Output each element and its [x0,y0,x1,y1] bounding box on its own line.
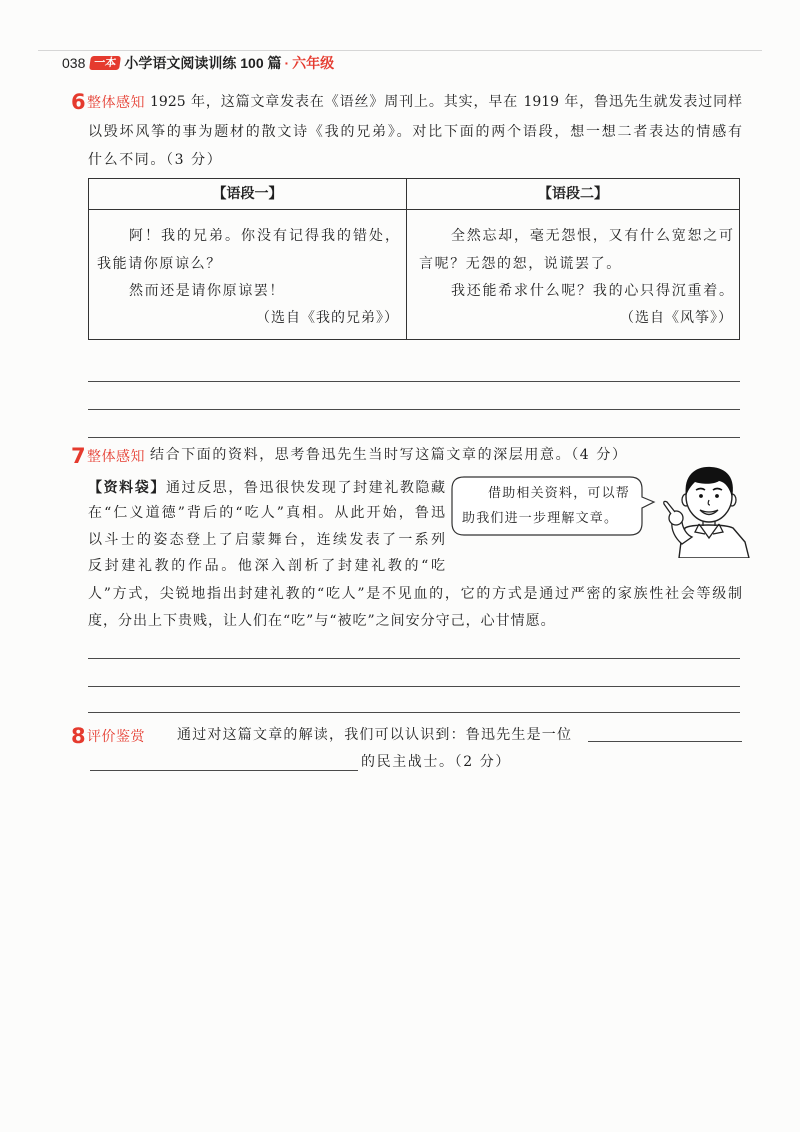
q6-tag: 整体感知 [87,94,145,110]
fill-blank-line [588,741,742,742]
q7-tag: 整体感知 [87,448,145,464]
speech-bubble [450,475,656,539]
header-rule [38,50,762,51]
material-line: 人”方式，尖锐地指出封建礼教的“吃人”是不见血的，它的方式是通过严密的家族性社会等级制 [88,586,742,602]
brand-badge: 一本 [89,56,121,70]
material-line: 度，分出上下贵贱，让人们在“吃”与“被吃”之间安分守己，心甘情愿。 [88,613,556,629]
passage-2-header: 【语段二】 [538,186,608,202]
passage-table [88,178,740,340]
speech-bubble-line: 助我们进一步理解文章。 [462,511,619,526]
boy-pointing-finger [664,501,675,514]
material-line [88,479,445,497]
speech-bubble-line: 借助相关资料，可以帮 [488,486,631,501]
answer-line [88,437,740,438]
material-text: 通过反思，鲁迅很快发现了封建礼教隐藏 [165,480,445,496]
page-header [62,54,334,72]
passage-1-line: 阿！我的兄弟。你没有记得我的错处， [129,228,399,244]
answer-line [88,686,740,687]
header-separator: · [284,55,290,71]
passage-1-line: 然而还是请你原谅罢！ [129,283,285,299]
passage-1-line: 我能请你原谅么？ [97,256,222,272]
passage-2-source: （选自《风筝》） [620,310,733,326]
q6-text-line: 什么不同。（3 分） [88,152,223,168]
answer-line [88,712,740,713]
q8-suffix: 的民主战士。（2 分） [361,754,511,770]
passage-2-line: 言呢？无怨的恕，说谎罢了。 [419,256,622,272]
answer-line [88,409,740,410]
q8-tag: 评价鉴赏 [87,728,145,744]
q6-text-line: 以毁坏风筝的事为题材的散文诗《我的兄弟》。对比下面的两个语段，想一想二者表达的情感有 [88,124,742,140]
table-header-divider [89,209,739,210]
q8-prompt: 通过对这篇文章的解读，我们可以认识到：鲁迅先生是一位 [177,727,573,743]
passage-1-source: （选自《我的兄弟》） [256,310,399,326]
q8-number: 8 [71,724,86,748]
q6-text-line: 1925 年，这篇文章发表在《语丝》周刊上。其实，早在 1919 年，鲁迅先生就发表过同样 [150,94,742,110]
answer-line [88,381,740,382]
q6-number: 6 [71,90,86,114]
material-label: 【资料袋】 [88,480,166,496]
boy-eye-left [699,494,703,498]
passage-2-line: 全然忘却，毫无怨恨，又有什么宽恕之可 [451,228,733,244]
q7-prompt: 结合下面的资料，思考鲁迅先生当时写这篇文章的深层用意。（4 分） [150,447,628,463]
table-column-divider [406,179,407,339]
passage-1-header: 【语段一】 [212,186,283,202]
material-line: 以斗士的姿态登上了启蒙舞台，连续发表了一系列 [88,532,445,548]
boy-illustration [655,458,750,558]
answer-line [88,658,740,659]
q7-number: 7 [71,444,86,468]
material-line: 反封建礼教的作品。他深入剖析了封建礼教的“吃 [88,558,445,574]
fill-blank-line [90,770,358,771]
page-number: 038 [62,55,86,71]
passage-2-line: 我还能希求什么呢？我的心只得沉重着。 [451,283,733,299]
book-title: 小学语文阅读训练 100 篇 [124,55,282,71]
boy-eye-right [715,494,719,498]
material-line: 在“仁义道德”背后的“吃人”真相。从此开始，鲁迅 [88,505,445,521]
grade-label: 六年级 [292,55,335,71]
